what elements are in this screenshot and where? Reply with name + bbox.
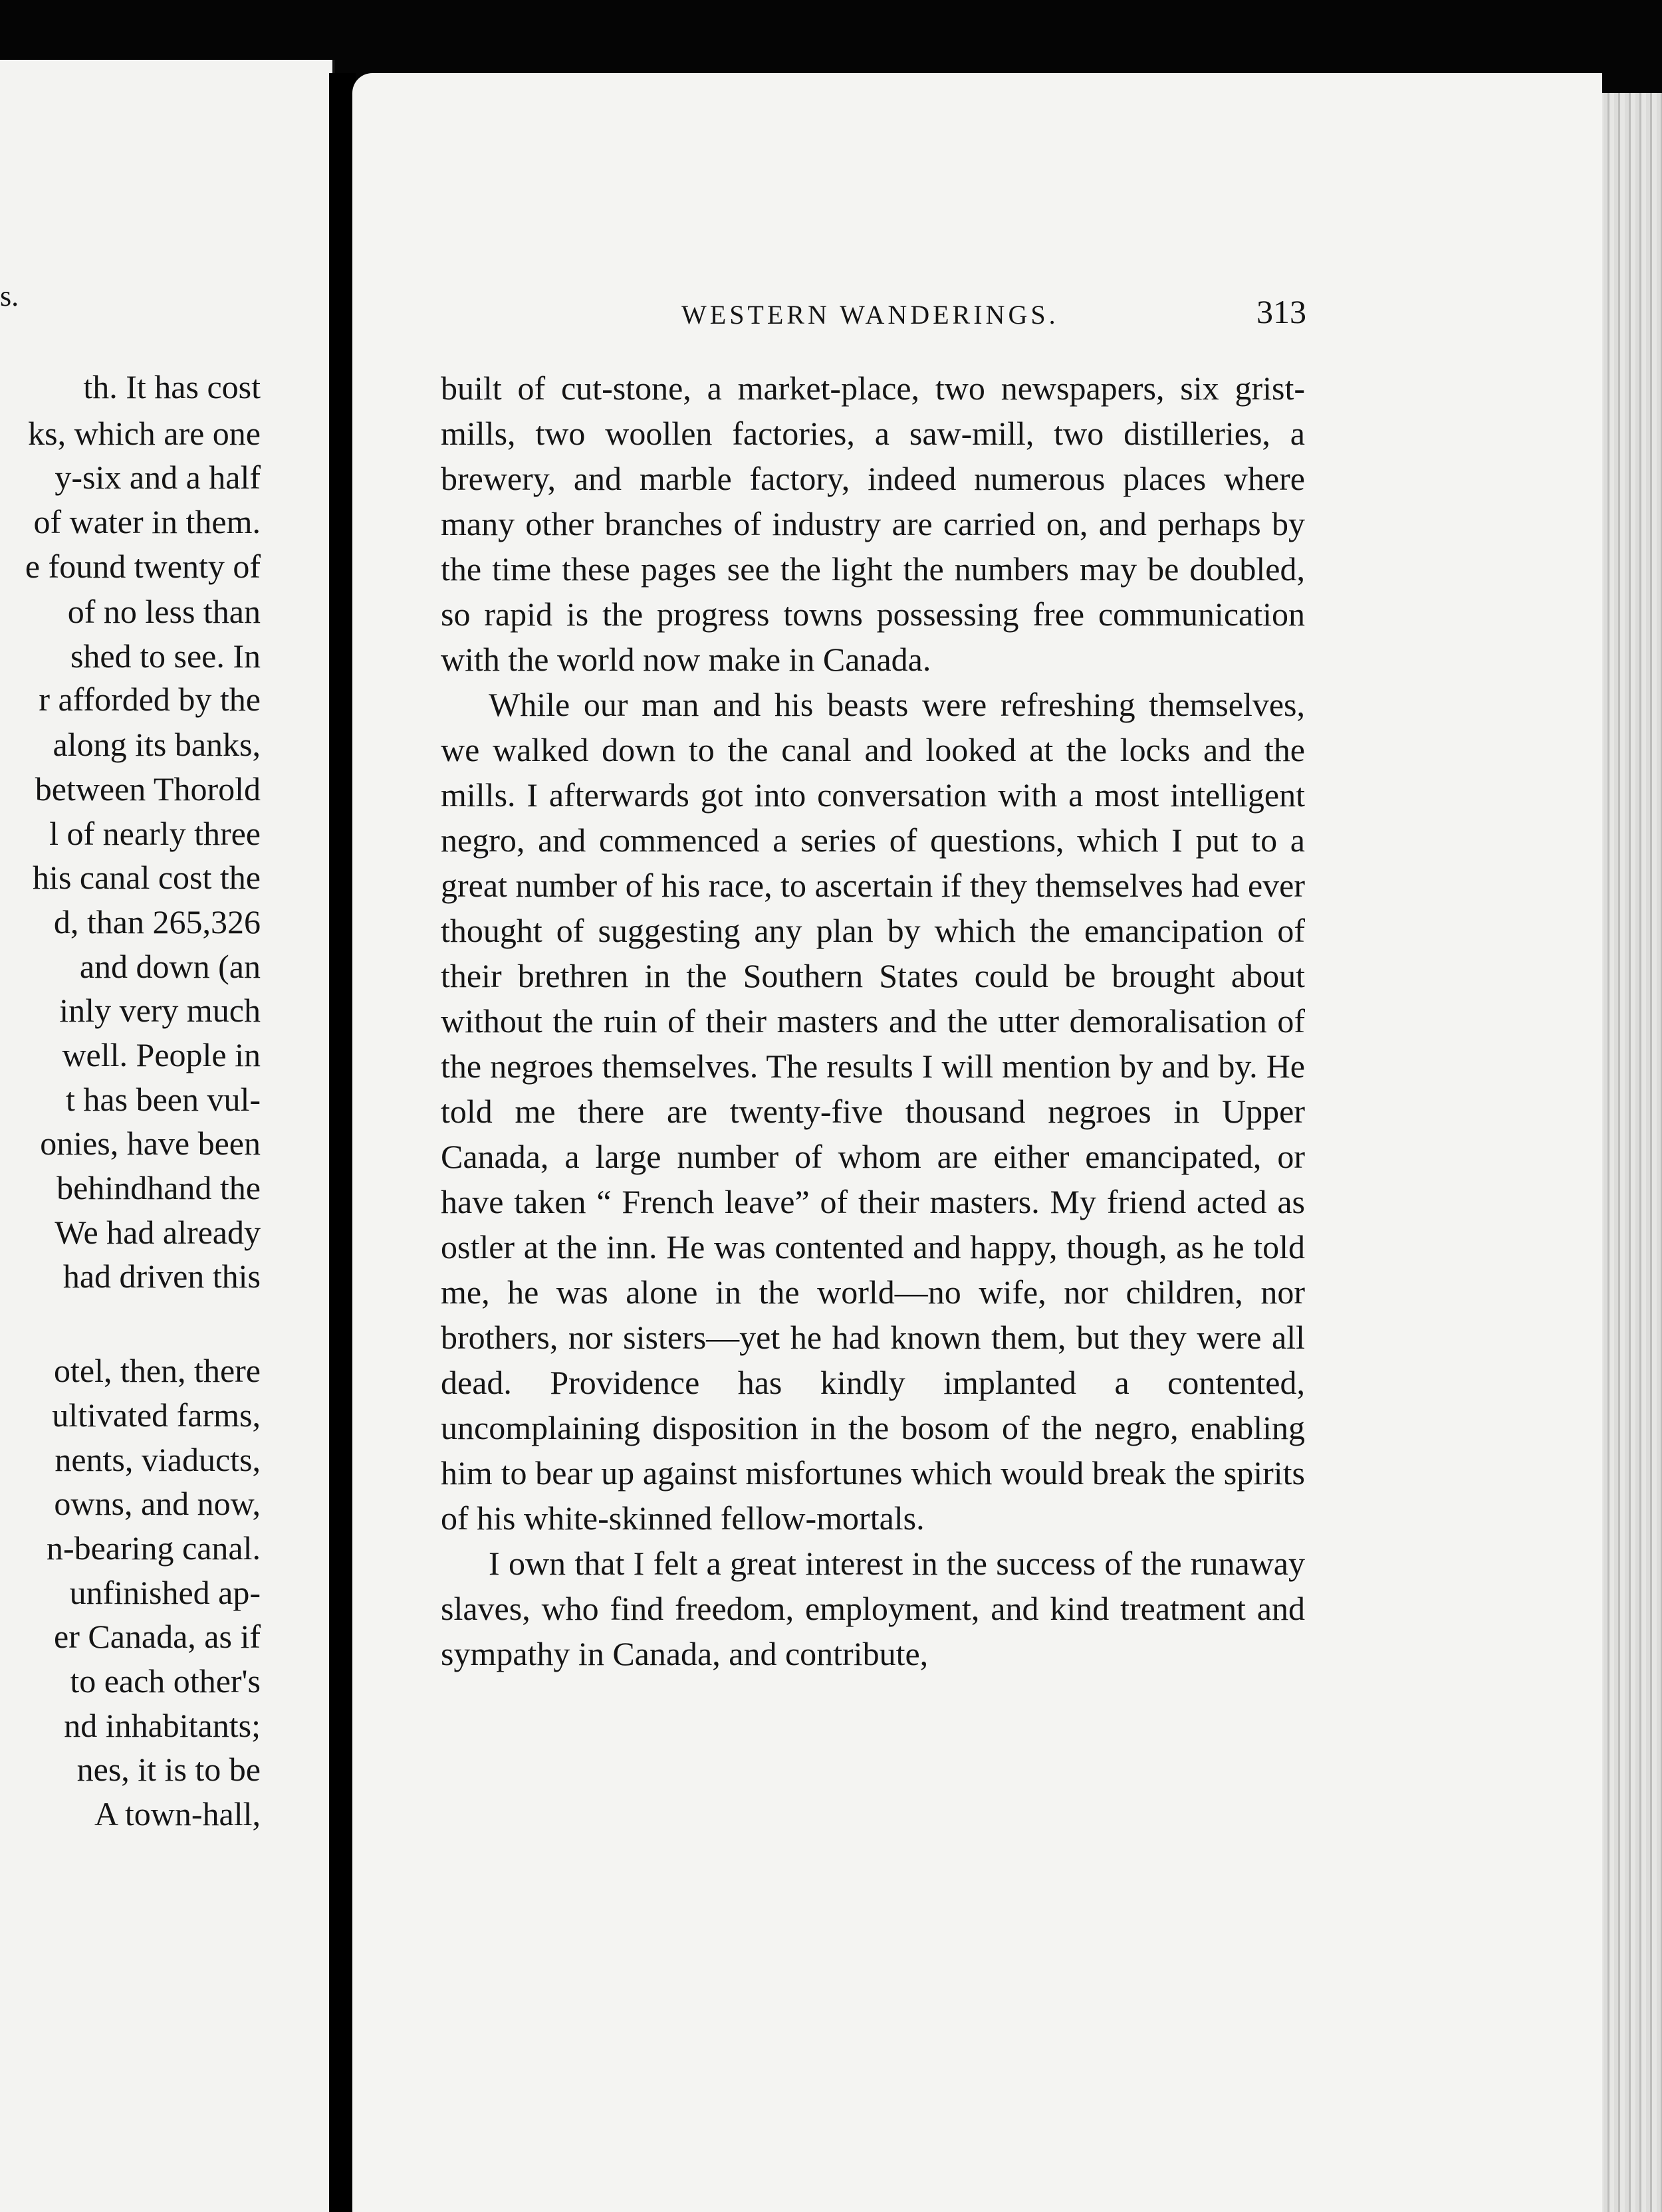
left-page-line: of water in them. [33,503,261,540]
left-page-line: t has been vul- [66,1081,261,1118]
body-text [441,366,1305,1676]
left-page-line: ultivated farms, [52,1396,261,1434]
paragraph: built of cut-stone, a market-place, two newspapers, six grist-mills, two woollen factories, a saw-mill, two distilleries, a brewery, and marble factory, indeed numerous places where many other branches of industry are carried on, and perhaps by the time these pages see the light the numbers may be doubled, so rapid is the progress towns possessing free communication with the world now make in Canada. [441,370,1305,678]
left-page-line: otel, then, there [54,1352,261,1389]
page-number: 313 [1256,293,1306,330]
left-page-line: A town-hall, [94,1795,261,1832]
left-page-line: well. People in [62,1036,261,1073]
left-page-line: his canal cost the [33,859,261,896]
right-page [352,73,1602,2212]
left-page-line: th. It has cost [83,368,261,405]
left-page-line: r afforded by the [39,681,261,718]
left-page-line: to each other's [70,1662,261,1700]
left-page-line: behindhand the [57,1169,261,1206]
left-page-line: owns, and now, [54,1485,261,1522]
left-page-line: shed to see. In [70,637,261,675]
paragraph: While our man and his beasts were refreshing themselves, we walked down to the canal and looked at the locks and the mills. I afterwards got into conversation with a most intelligent negro, and commenced a series of questions, which I put to a great number of his race, to ascertain if they themselves had ever thought of suggesting any plan by which the emancipation of their brethren in the Southern States could be brought about without the ruin of their masters and the utter demoralisation of the negroes themselves. The results I will mention by and by. He told me there are twenty-five thousand negroes in Upper Canada, a large number of whom are either emancipated, or have taken “ French leave” of their masters. My friend acted as ostler at the inn. He was contented and happy, though, as he told me, he was alone in the world—no wife, nor children, nor brothers, nor sisters—yet he had known them, but they were all dead. Providence has kindly implanted a contented, uncomplaining disposition in the bosom of the negro, enabling him to bear up against misfortunes which would break the spirits of his white-skinned fellow-mortals. [441,686,1305,1537]
left-page-line: nents, viaducts, [55,1441,261,1478]
left-page-line: d, than 265,326 [53,903,261,940]
left-page-line: along its banks, [53,726,261,763]
left-page-line: y-six and a half [55,459,261,496]
left-page-line: nes, it is to be [76,1751,261,1788]
left-page-line: ks, which are one [28,415,261,452]
left-page-line: of no less than [67,593,261,630]
left-page-line: e found twenty of [25,548,261,585]
left-page-line: onies, have been [40,1125,261,1162]
left-page-line: inly very much [59,992,261,1029]
left-page-line: and down (an [79,948,261,985]
left-page-line: nd inhabitants; [64,1707,261,1744]
left-page-line: er Canada, as if [54,1618,261,1655]
left-page-line: unfinished ap- [69,1574,261,1611]
left-page [0,60,335,2212]
left-page-header-fragment: s. [0,280,19,312]
left-page-line: l of nearly three [49,815,261,852]
left-page-line: between Thorold [35,770,261,808]
left-page-line: We had already [55,1214,261,1251]
left-page-line: n-bearing canal. [46,1529,261,1567]
left-page-line: had driven this [62,1258,261,1295]
running-head: WESTERN WANDERINGS. [681,300,1059,330]
book-gutter [329,73,356,2212]
paragraph: I own that I felt a great interest in the success of the runaway slaves, who find freedom, employment, and kind treatment and sympathy in Canada, and contribute, [441,1545,1305,1672]
